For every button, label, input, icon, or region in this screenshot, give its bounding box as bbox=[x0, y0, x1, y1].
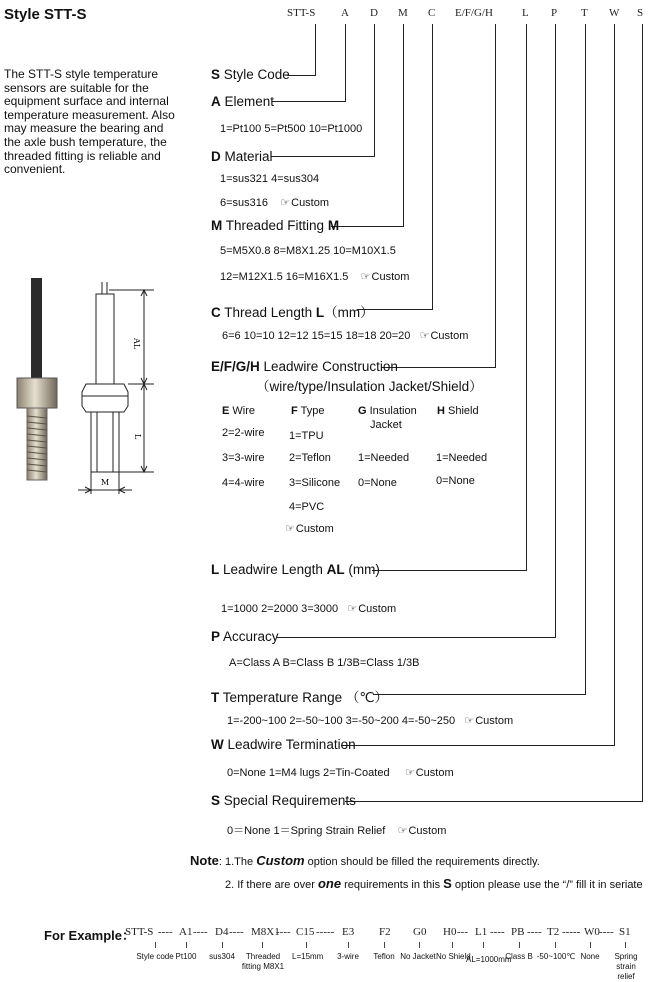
col-f-head: F Type bbox=[291, 405, 325, 417]
section-leadwire-construction: E/F/G/H Leadwire Construction bbox=[211, 359, 398, 374]
code-d: D bbox=[370, 7, 378, 19]
fig-label-l: L bbox=[133, 434, 142, 440]
col-h-opt-2: 0=None bbox=[436, 475, 475, 487]
sensor-drawing bbox=[78, 282, 154, 494]
example-desc: Teflon bbox=[373, 952, 395, 961]
code-l: L bbox=[522, 7, 529, 19]
sensor-thread bbox=[27, 408, 47, 480]
hand-icon: ☞ bbox=[285, 523, 295, 535]
thread-length-options: 6=6 10=10 12=12 15=15 18=18 20=20 ☞Custom bbox=[222, 330, 469, 342]
code-s: S bbox=[637, 7, 644, 19]
example-code: E3 bbox=[342, 926, 355, 938]
code-efgh: E/F/G/H bbox=[455, 7, 493, 19]
thread-options-2: 12=M12X1.5 16=M16X1.5 ☞Custom bbox=[220, 271, 410, 283]
col-h-head: H Shield bbox=[437, 405, 479, 417]
termination-options: 0=None 1=M4 lugs 2=Tin-Coated ☞Custom bbox=[227, 767, 454, 779]
sensor-hex-nut bbox=[17, 378, 57, 408]
example-desc: Spring strain relief bbox=[614, 952, 638, 981]
section-threaded-fitting: M Threaded Fitting M bbox=[211, 218, 340, 233]
col-e-opt-2: 3=3-wire bbox=[222, 452, 265, 464]
leadwire-length-options: 1=1000 2=2000 3=3000 ☞Custom bbox=[221, 603, 397, 615]
section-leadwire-termination: W Leadwire Termination bbox=[211, 737, 356, 752]
code-m: M bbox=[398, 7, 408, 19]
page-title: Style STT-S bbox=[4, 6, 87, 23]
hand-icon: ☞ bbox=[280, 197, 291, 209]
element-options: 1=Pt100 5=Pt500 10=Pt1000 bbox=[220, 123, 363, 135]
material-options-1: 1=sus321 4=sus304 bbox=[220, 173, 320, 185]
example-desc: sus304 bbox=[209, 952, 235, 961]
example-code: PB bbox=[511, 926, 525, 938]
example-code: F2 bbox=[379, 926, 391, 938]
example-code: G0 bbox=[413, 926, 427, 938]
example-desc: Class B bbox=[505, 952, 533, 961]
example-desc: -50~100℃ bbox=[536, 952, 576, 961]
hand-icon: ☞ bbox=[397, 825, 408, 837]
example-desc: L=15mm bbox=[292, 952, 324, 961]
col-f-custom: ☞Custom bbox=[285, 523, 334, 535]
section-element: A Element bbox=[211, 94, 275, 109]
example-code: T2 bbox=[547, 926, 560, 938]
example-desc: Style code bbox=[136, 952, 174, 961]
example-code: L1 bbox=[475, 926, 488, 938]
col-g-head-2: Jacket bbox=[370, 419, 402, 431]
example-code: S1 bbox=[619, 926, 631, 938]
example-code: STT-S bbox=[125, 926, 154, 938]
section-accuracy: P Accuracy bbox=[211, 629, 279, 644]
col-f-opt-2: 2=Teflon bbox=[289, 452, 331, 464]
thread-options-1: 5=M5X0.8 8=M8X1.25 10=M10X1.5 bbox=[220, 245, 396, 257]
hand-icon: ☞ bbox=[419, 330, 430, 342]
example-code: D4 bbox=[215, 926, 229, 938]
temperature-options: 1=-200~100 2=-50~100 3=-50~200 4=-50~250 ☞Custom bbox=[227, 715, 514, 727]
section-temperature-range: T Temperature Range （℃） bbox=[211, 690, 389, 705]
example-code: A1 bbox=[179, 926, 193, 938]
col-f-opt-3: 3=Silicone bbox=[289, 477, 341, 489]
fig-label-m: M bbox=[101, 478, 110, 487]
hand-icon: ☞ bbox=[347, 603, 358, 615]
example-code: H0 bbox=[443, 926, 457, 938]
code-c: C bbox=[428, 7, 436, 19]
col-g-head: G Insulation bbox=[358, 405, 417, 417]
col-e-opt-1: 2=2-wire bbox=[222, 427, 265, 439]
note-line-2: 2. If there are over one requirements in this S option please use the “/” fill it in seriate bbox=[225, 876, 643, 891]
code-stts: STT-S bbox=[287, 7, 316, 19]
example-code: W0 bbox=[584, 926, 600, 938]
example-desc: Threaded fitting M8X1 bbox=[241, 952, 285, 971]
col-f-opt-4: 4=PVC bbox=[289, 501, 325, 513]
example-desc: No Shield bbox=[436, 952, 471, 961]
col-e-opt-3: 4=4-wire bbox=[222, 477, 265, 489]
leadwire-subtitle: （wire/type/Insulation Jacket/Shield） bbox=[256, 379, 483, 394]
example-label: For Example： bbox=[44, 928, 136, 943]
section-special-requirements: S Special Requirements bbox=[211, 793, 356, 808]
section-thread-length: C Thread Length L（mm） bbox=[211, 305, 374, 320]
col-g-opt-2: 0=None bbox=[358, 477, 397, 489]
sensor-figure bbox=[2, 268, 182, 508]
sensor-cable bbox=[31, 278, 42, 388]
section-material: D Material bbox=[211, 149, 273, 164]
col-f-opt-1: 1=TPU bbox=[289, 430, 324, 442]
col-h-opt-1: 1=Needed bbox=[436, 452, 488, 464]
fig-label-al: AL bbox=[132, 338, 141, 350]
example-code: M8X1 bbox=[251, 926, 280, 938]
accuracy-options: A=Class A B=Class B 1/3B=Class 1/3B bbox=[229, 657, 420, 669]
code-w: W bbox=[609, 7, 620, 19]
example-desc: AL=1000mm bbox=[466, 955, 512, 964]
example-desc: 3-wire bbox=[337, 952, 359, 961]
hand-icon: ☞ bbox=[464, 715, 475, 727]
col-e-head: E Wire bbox=[222, 405, 256, 417]
example-desc: None bbox=[580, 952, 600, 961]
col-g-opt-1: 1=Needed bbox=[358, 452, 410, 464]
example-desc: Pt100 bbox=[175, 952, 197, 961]
section-leadwire-length: L Leadwire Length AL (mm) bbox=[211, 562, 380, 577]
example-desc: No Jacket bbox=[400, 952, 436, 961]
material-options-2: 6=sus316 ☞Custom bbox=[220, 197, 330, 209]
code-p: P bbox=[551, 7, 558, 19]
special-options: 0＝None 1＝Spring Strain Relief ☞Custom bbox=[227, 825, 447, 837]
hand-icon: ☞ bbox=[404, 767, 415, 779]
intro-text: The STT-S style temperature sensors are suitable for the equipment surface and internal temperature measurement. Also may measure the bearing and the axle bush temperature, the threaded fitting is reliable and convenient. bbox=[4, 67, 175, 177]
section-style-code: S Style Code bbox=[211, 67, 290, 82]
code-t: T bbox=[581, 7, 588, 19]
note-line-1: Note: 1.The Custom option should be filled the requirements directly. bbox=[190, 853, 540, 868]
hand-icon: ☞ bbox=[360, 271, 371, 283]
code-a: A bbox=[341, 7, 349, 19]
example-code: C15 bbox=[296, 926, 315, 938]
